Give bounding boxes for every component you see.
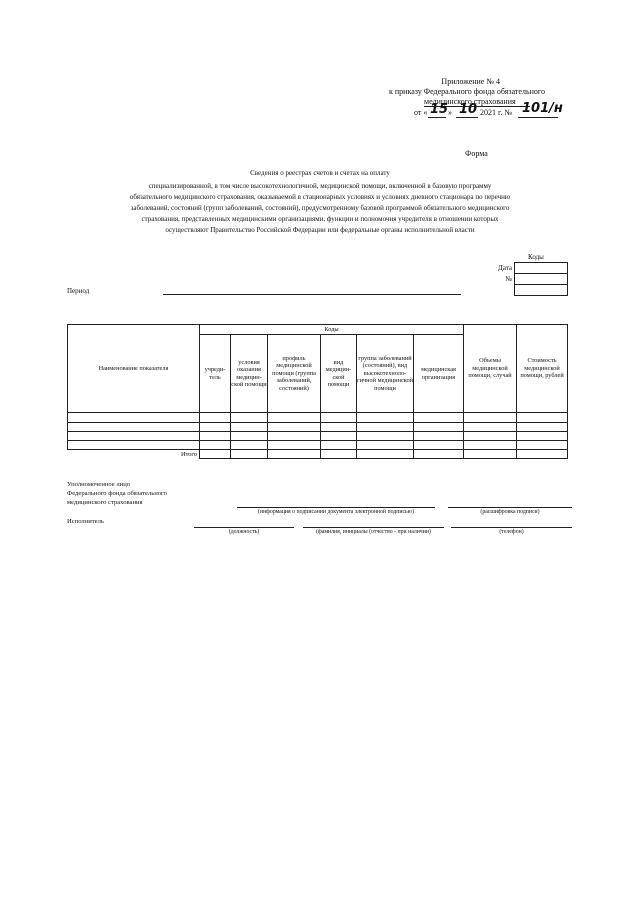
title-line-2: специализированной, в том числе высокотехнологичной, медицинской помощи, включенной в базовую программу [148, 182, 492, 190]
date-quote: » [448, 108, 452, 117]
header-volume: Объемы медицинской помощи, случай [464, 325, 517, 413]
form-label: Форма [465, 149, 488, 158]
table-row [68, 413, 568, 423]
period-line [163, 294, 461, 295]
title-line-1: Сведения о реестрах счетов и счетах на оплату [250, 169, 390, 177]
header-conditions: условия оказания медицин-ской помощи [231, 335, 268, 413]
codes-title: Коды [528, 253, 544, 261]
caption-phone: (телефон) [499, 529, 524, 535]
header-medical-org: медицинская организация [414, 335, 464, 413]
date-day-handwritten: 15 [430, 102, 449, 117]
header-disease-group: группа заболеваний (состояний), вид высокотехноло-гичной медицинской помощи [357, 335, 414, 413]
table-row [68, 423, 568, 432]
title-line-4: заболеваний, состояний (групп заболеваний, состояний), предусмотренному базовой программой обязательного медицинского [130, 204, 510, 212]
header-codes: Коды [200, 325, 464, 335]
appendix-fund-line: медицинского страхования [424, 97, 516, 106]
authorized-person-line-2: Федерального фонда обязательного [67, 490, 167, 497]
codes-number-label: № [505, 275, 512, 283]
caption-signature-decode: (расшифровка подписи) [480, 509, 540, 515]
header-indicator-name: Наименование показателя [68, 325, 200, 413]
authorized-person-line-3: медицинского страхования [67, 499, 143, 506]
header-founder: учреди-тель [200, 335, 231, 413]
title-line-5: страхования, представленных медицинскими организациями, функции и полномочия учредителя в отношении которых [141, 215, 499, 223]
date-prefix: от « [414, 108, 428, 117]
codes-period-field [514, 284, 568, 296]
indicators-table [67, 324, 568, 459]
title-line-6: осуществляют Правительство Российской Федерации или федеральные органы исполнительной власти [165, 226, 475, 234]
table-row-total [68, 450, 568, 459]
total-label: Итого [68, 450, 200, 459]
header-cost: Стоимость медицинской помощи, рублей [517, 325, 568, 413]
table-row [68, 432, 568, 441]
caption-position: (должность) [228, 529, 260, 535]
authorized-person-line-1: Уполномоченное лицо [67, 481, 131, 488]
title-line-3: обязательного медицинского страхования, оказываемой в стационарных условиях и условиях дневного стационара по перечню [129, 193, 511, 201]
caption-signature-info: (информация о подписании документа электронной подписью) [258, 509, 414, 515]
appendix-number: Приложение № 4 [441, 77, 500, 86]
header-profile: профиль медицинской помощи (группа заболеваний, состояний) [268, 335, 321, 413]
executor-label: Исполнитель [67, 518, 104, 525]
header-care-type: вид медицин-ской помощи [321, 335, 357, 413]
appendix-order-line: к приказу Федерального фонда обязательного [389, 87, 545, 96]
period-label: Период [67, 287, 90, 295]
date-year-number-label: 2021 г. № [480, 108, 513, 117]
table-row [68, 441, 568, 450]
caption-full-name: (фамилия, инициалы (отчество - при наличии) [316, 529, 431, 535]
order-number-handwritten: 101/н [522, 101, 563, 116]
codes-date-label: Дата [498, 264, 512, 272]
date-month-handwritten: 10 [459, 102, 478, 117]
